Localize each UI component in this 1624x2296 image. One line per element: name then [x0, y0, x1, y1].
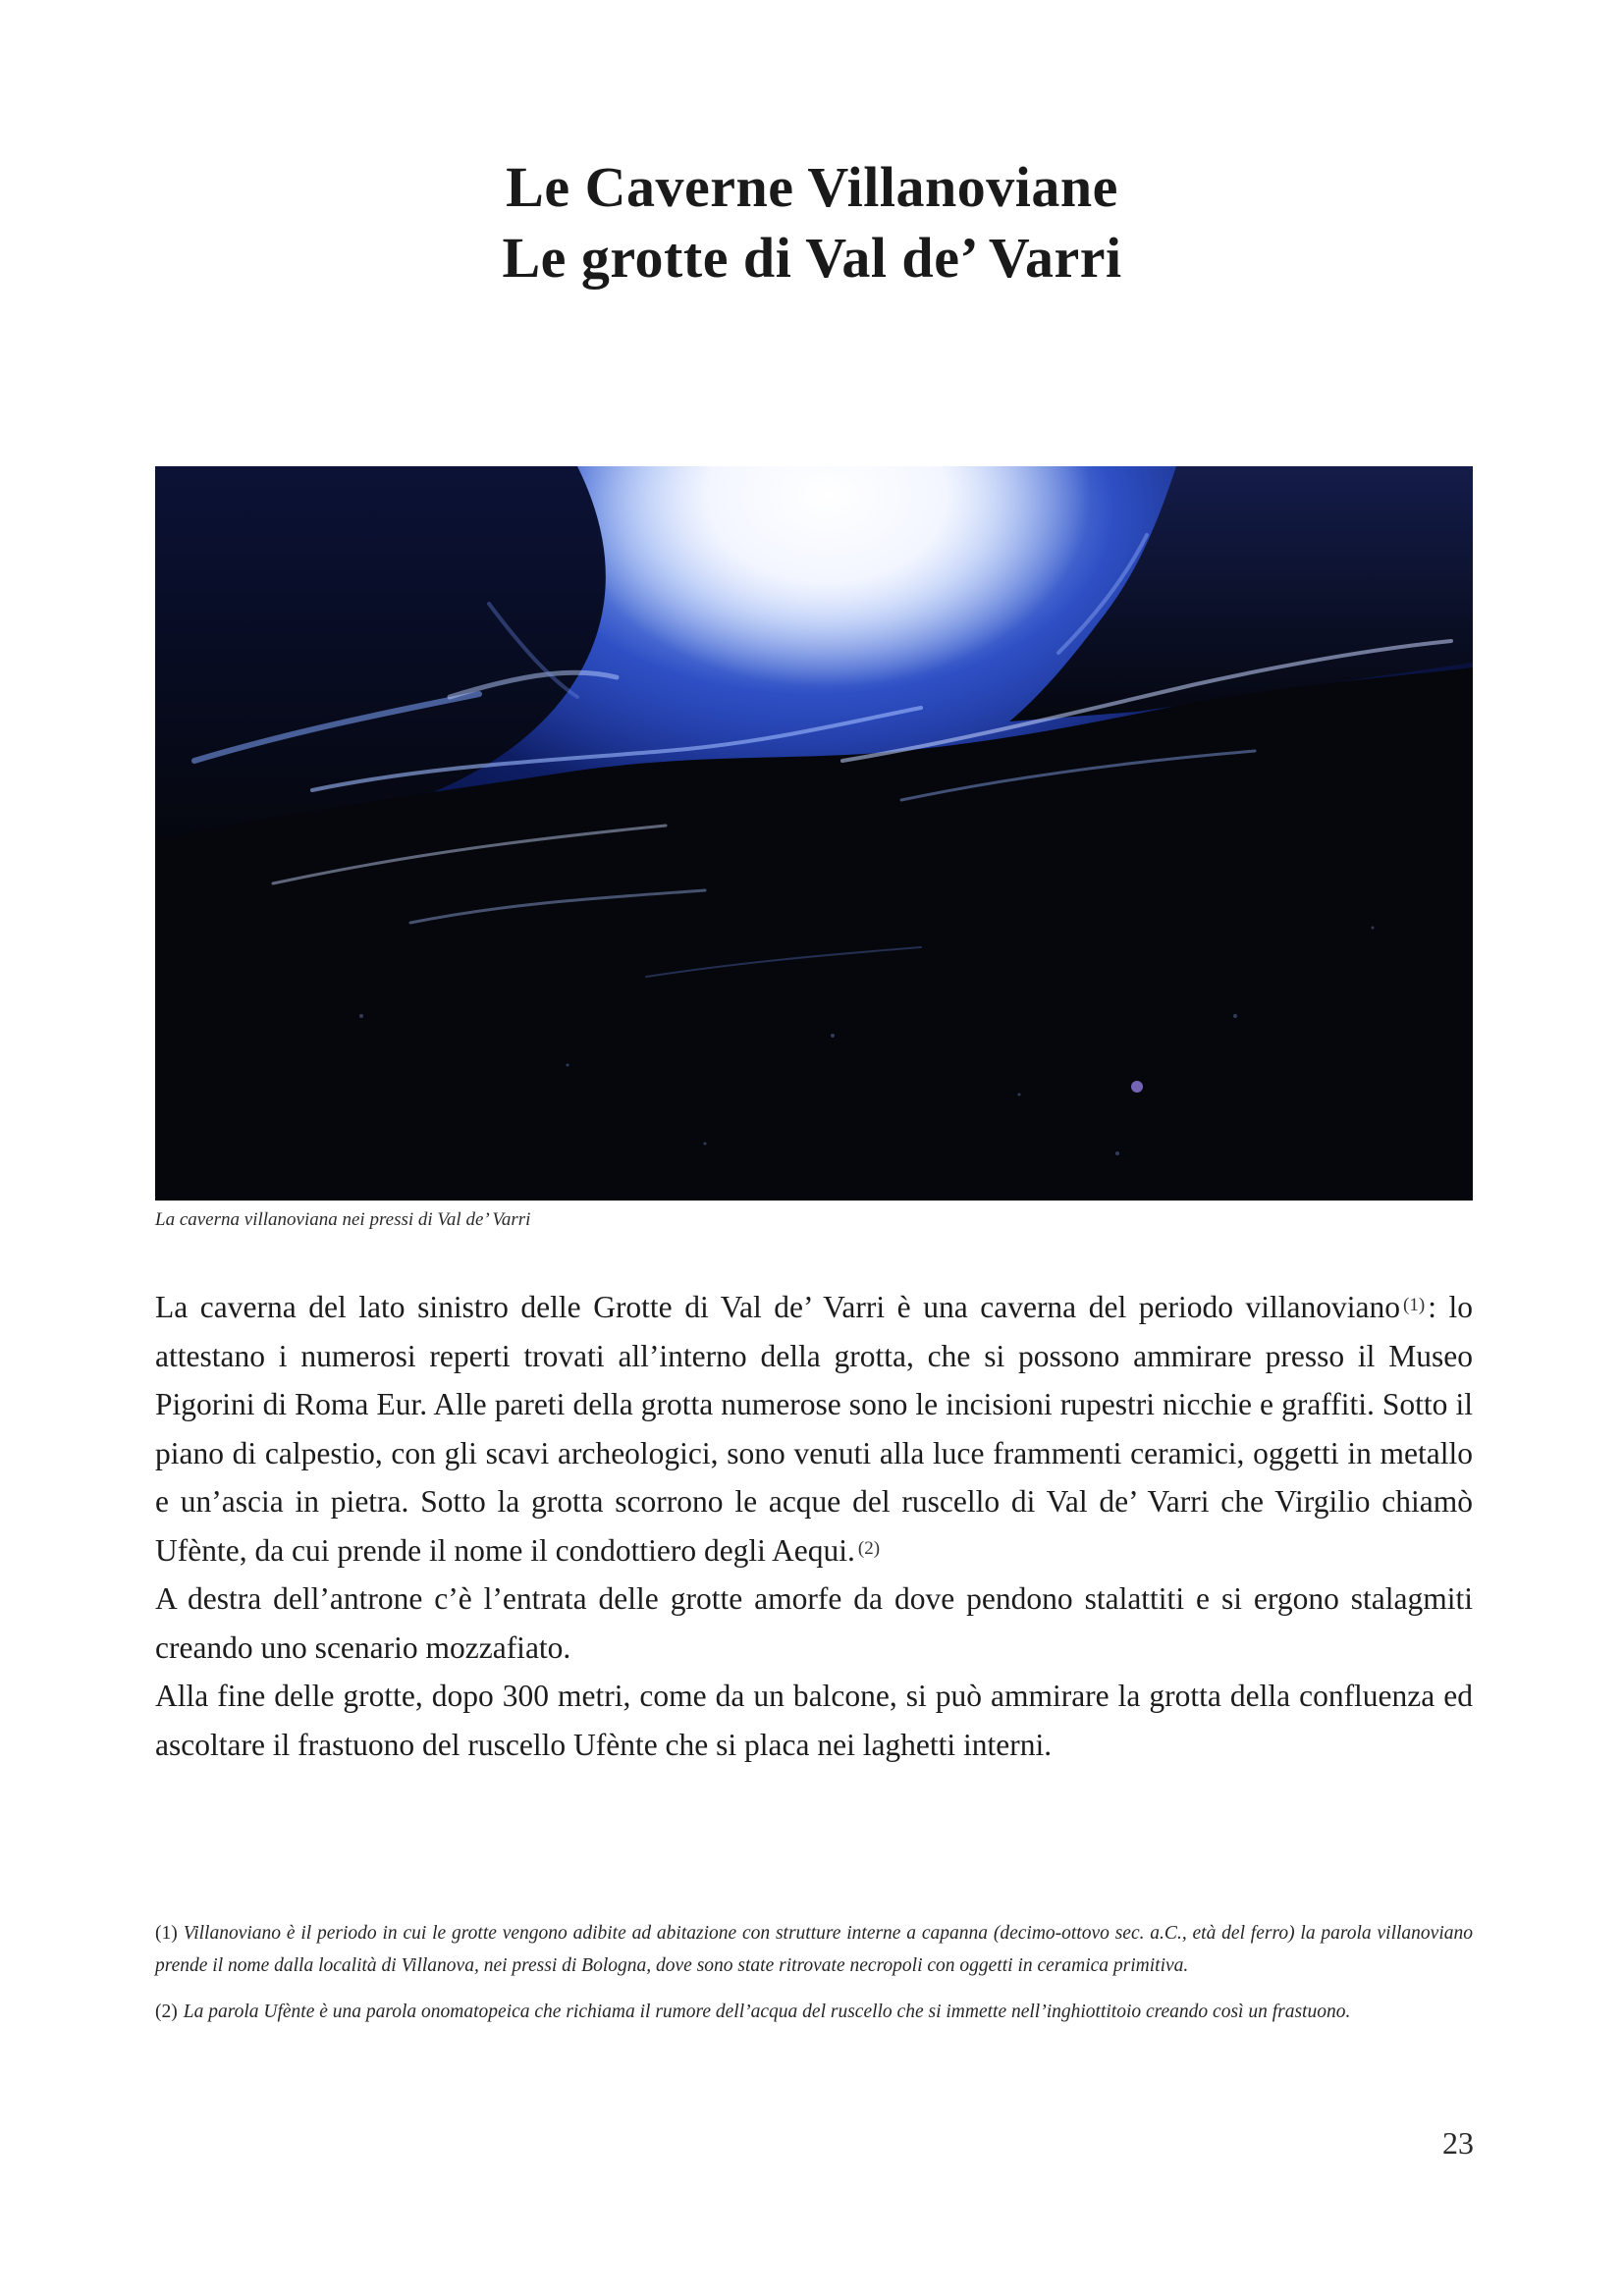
title-line-1: Le Caverne Villanoviane	[506, 155, 1118, 219]
body-paragraph-1b: : lo attestano i numerosi reperti trovati all’interno della grotta, che si possono ammirare presso il Museo Pigorini di Roma Eur. Alle pareti della grotta numerose sono le incisioni rupestri nicchie e graffiti. Sotto il piano di calpestio, con gli scavi archeologici, sono venuti alla luce frammenti ceramici, oggetti in metallo e un’ascia in pietra. Sotto la grotta scorrono le acque del ruscello di Val de’ Varri che Virgilio chiamò Ufènte, da cui prende il nome il condottiero degli Aequi.	[155, 1290, 1474, 1568]
footnote-2-text: La parola Ufènte è una parola onomatopeica che richiama il rumore dell’acqua del ruscello che si immette nell’inghiottitoio creando così un frastuono.	[183, 2002, 1351, 2022]
body-text	[155, 1283, 1473, 1769]
body-paragraph-2: A destra dell’antrone c’è l’entrata delle grotte amorfe da dove pendono stalattiti e si ergono stalagmiti creando uno scenario mozzafiato.	[155, 1581, 1473, 1665]
footnote-1	[155, 1917, 1473, 1982]
footnote-2	[155, 1996, 1473, 2028]
body-paragraph-1a: La caverna del lato sinistro delle Grotte di Val de’ Varri è una caverna del periodo villanoviano	[155, 1290, 1401, 1324]
footnote-2-mark: (2)	[155, 2002, 178, 2022]
footnote-1-mark: (1)	[155, 1923, 178, 1944]
photo-caption: La caverna villanoviana nei pressi di Val de’ Varri	[155, 1209, 531, 1230]
footnotes	[155, 1917, 1473, 2042]
page-title	[0, 152, 1624, 294]
cave-photo	[155, 466, 1473, 1201]
footnote-ref-2: (2)	[857, 1537, 881, 1559]
body-paragraph-3: Alla fine delle grotte, dopo 300 metri, come da un balcone, si può ammirare la grotta della confluenza ed ascoltare il frastuono del ruscello Ufènte che si placa nei laghetti interni.	[155, 1679, 1473, 1762]
footnote-ref-1: (1)	[1403, 1295, 1426, 1315]
cave-photo-art	[155, 466, 1473, 1201]
purple-light-spot	[1131, 1081, 1143, 1093]
title-line-2: Le grotte di Val de’ Varri	[502, 226, 1122, 290]
page-number: 23	[1442, 2125, 1474, 2161]
footnote-1-text: Villanoviano è il periodo in cui le grotte vengono adibite ad abitazione con strutture interne a capanna (decimo-ottovo sec. a.C., età del ferro) la parola villanoviano prende il nome dalla località di Villanova, nei pressi di Bologna, dove sono state ritrovate necropoli con oggetti in ceramica primitiva.	[155, 1923, 1473, 1976]
body-paragraph	[155, 1283, 1473, 1575]
